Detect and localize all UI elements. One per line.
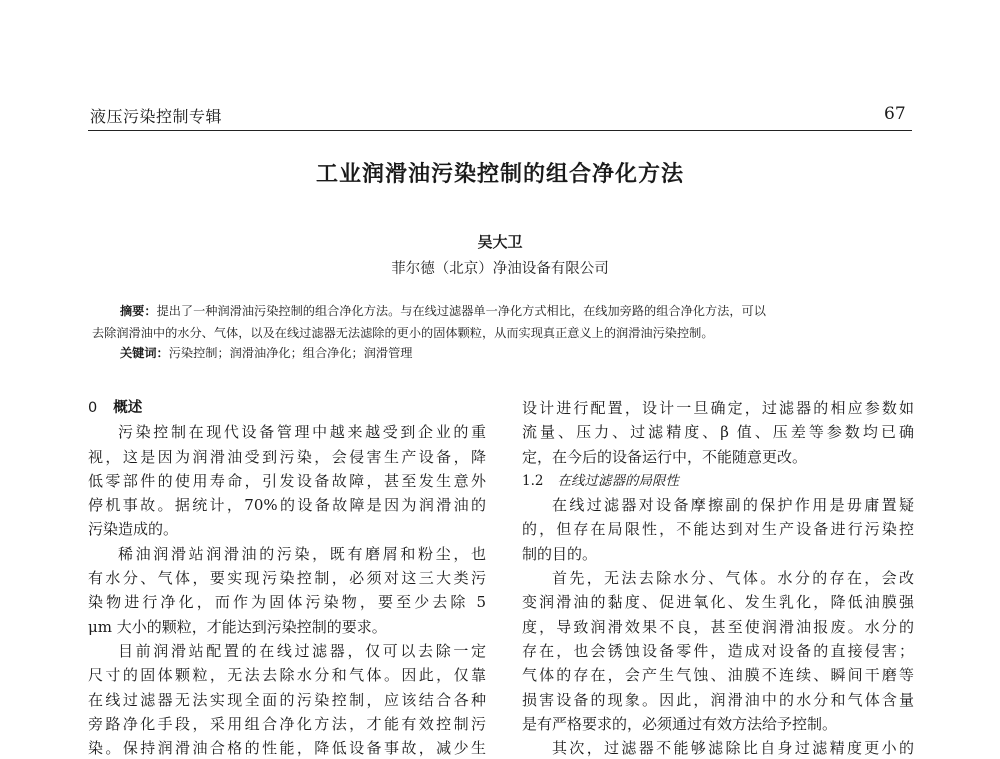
body-line: 制的目的。 <box>522 544 598 563</box>
body-line: 存在，也会锈蚀设备零件，造成对设备的直接侵害； <box>522 641 914 660</box>
keywords-label: 关键词： <box>120 346 169 360</box>
abstract-line-1: 摘要：提出了一种润滑油污染控制的组合净化方法。与在线过滤器单一净化方式相比，在线加旁路的组合净化方法，可以 <box>120 304 766 318</box>
abstract-label: 摘要： <box>120 304 157 318</box>
body-line: 目前润滑站配置的在线过滤器，仅可以去除一定 <box>118 641 486 660</box>
body-line: 染物进行净化，而作为固体污染物，要至少去除 5 <box>88 593 486 612</box>
body-line: 是有严格要求的，必须通过有效方法给予控制。 <box>522 714 838 733</box>
body-line: 尺寸的固体颗粒，无法去除水分和气体。因此，仅靠 <box>88 666 486 685</box>
body-line: μm 大小的颗粒，才能达到污染控制的要求。 <box>88 617 387 636</box>
body-line: 设计进行配置，设计一旦确定，过滤器的相应参数如 <box>522 399 914 417</box>
body-line: 稀油润滑站润滑油的污染，既有磨屑和粉尘，也 <box>118 544 486 563</box>
body-line: 有水分、气体，要实现污染控制，必须对这三大类污 <box>88 569 486 588</box>
subsection-heading: 1.2 在线过滤器的局限性 <box>522 472 679 489</box>
body-line: 视，这是因为润滑油受到污染，会侵害生产设备，降 <box>88 447 486 466</box>
body-line: 损害设备的现象。因此，润滑油中的水分和气体含量 <box>522 690 914 709</box>
body-line: 旁路净化手段，采用组合净化方法，才能有效控制污 <box>88 714 486 733</box>
body-line: 低零部件的使用寿命，引发设备故障，甚至发生意外 <box>88 471 486 490</box>
author-name: 吴大卫 <box>477 233 523 251</box>
page-number: 67 <box>884 104 906 124</box>
abstract-line-2: 去除润滑油中的水分、气体，以及在线过滤器无法滤除的更小的固体颗粒，从而实现真正意义上的润滑油污染控制。 <box>92 326 714 340</box>
body-line: 变润滑油的黏度、促进氧化、发生乳化，降低油膜强 <box>522 593 914 612</box>
body-line: 气体的存在，会产生气蚀、油膜不连续、瞬间干磨等 <box>522 666 914 685</box>
body-line: 污染造成的。 <box>88 520 179 539</box>
body-line: 流量、压力、过滤精度、β 值、压差等参数均已确 <box>522 423 914 442</box>
abstract <box>92 300 910 344</box>
paper-title: 工业润滑油污染控制的组合净化方法 <box>315 162 684 187</box>
right-column <box>522 396 914 759</box>
body-line: 定，在今后的设备运行中，不能随意更改。 <box>522 447 808 466</box>
journal-header: 液压污染控制专辑 <box>90 107 223 126</box>
section-heading: 0 概述 <box>88 400 143 416</box>
left-column <box>88 396 486 759</box>
keywords-text: 污染控制；润滑油净化；组合净化；润滑管理 <box>168 346 413 360</box>
author-affiliation: 菲尔德（北京）净油设备有限公司 <box>391 261 609 277</box>
body-line: 停机事故。据统计，70%的设备故障是因为润滑油的 <box>88 496 486 515</box>
body-line: 染。保持润滑油合格的性能，降低设备事故，减少生 <box>88 739 486 758</box>
body-line: 的，但存在局限性，不能达到对生产设备进行污染控 <box>522 520 914 539</box>
body-line: 度，导致润滑效果不良，甚至使润滑油报废。水分的 <box>522 617 914 636</box>
header-rule <box>88 130 912 131</box>
keywords <box>120 344 413 361</box>
body-line: 污染控制在现代设备管理中越来越受到企业的重 <box>118 423 486 442</box>
body-line: 在线过滤器无法实现全面的污染控制，应该结合各种 <box>88 690 486 709</box>
body-line: 在线过滤器对设备摩擦副的保护作用是毋庸置疑 <box>552 496 914 515</box>
body-line: 首先，无法去除水分、气体。水分的存在，会改 <box>552 569 914 588</box>
body-line: 其次，过滤器不能够滤除比自身过滤精度更小的 <box>552 739 914 758</box>
